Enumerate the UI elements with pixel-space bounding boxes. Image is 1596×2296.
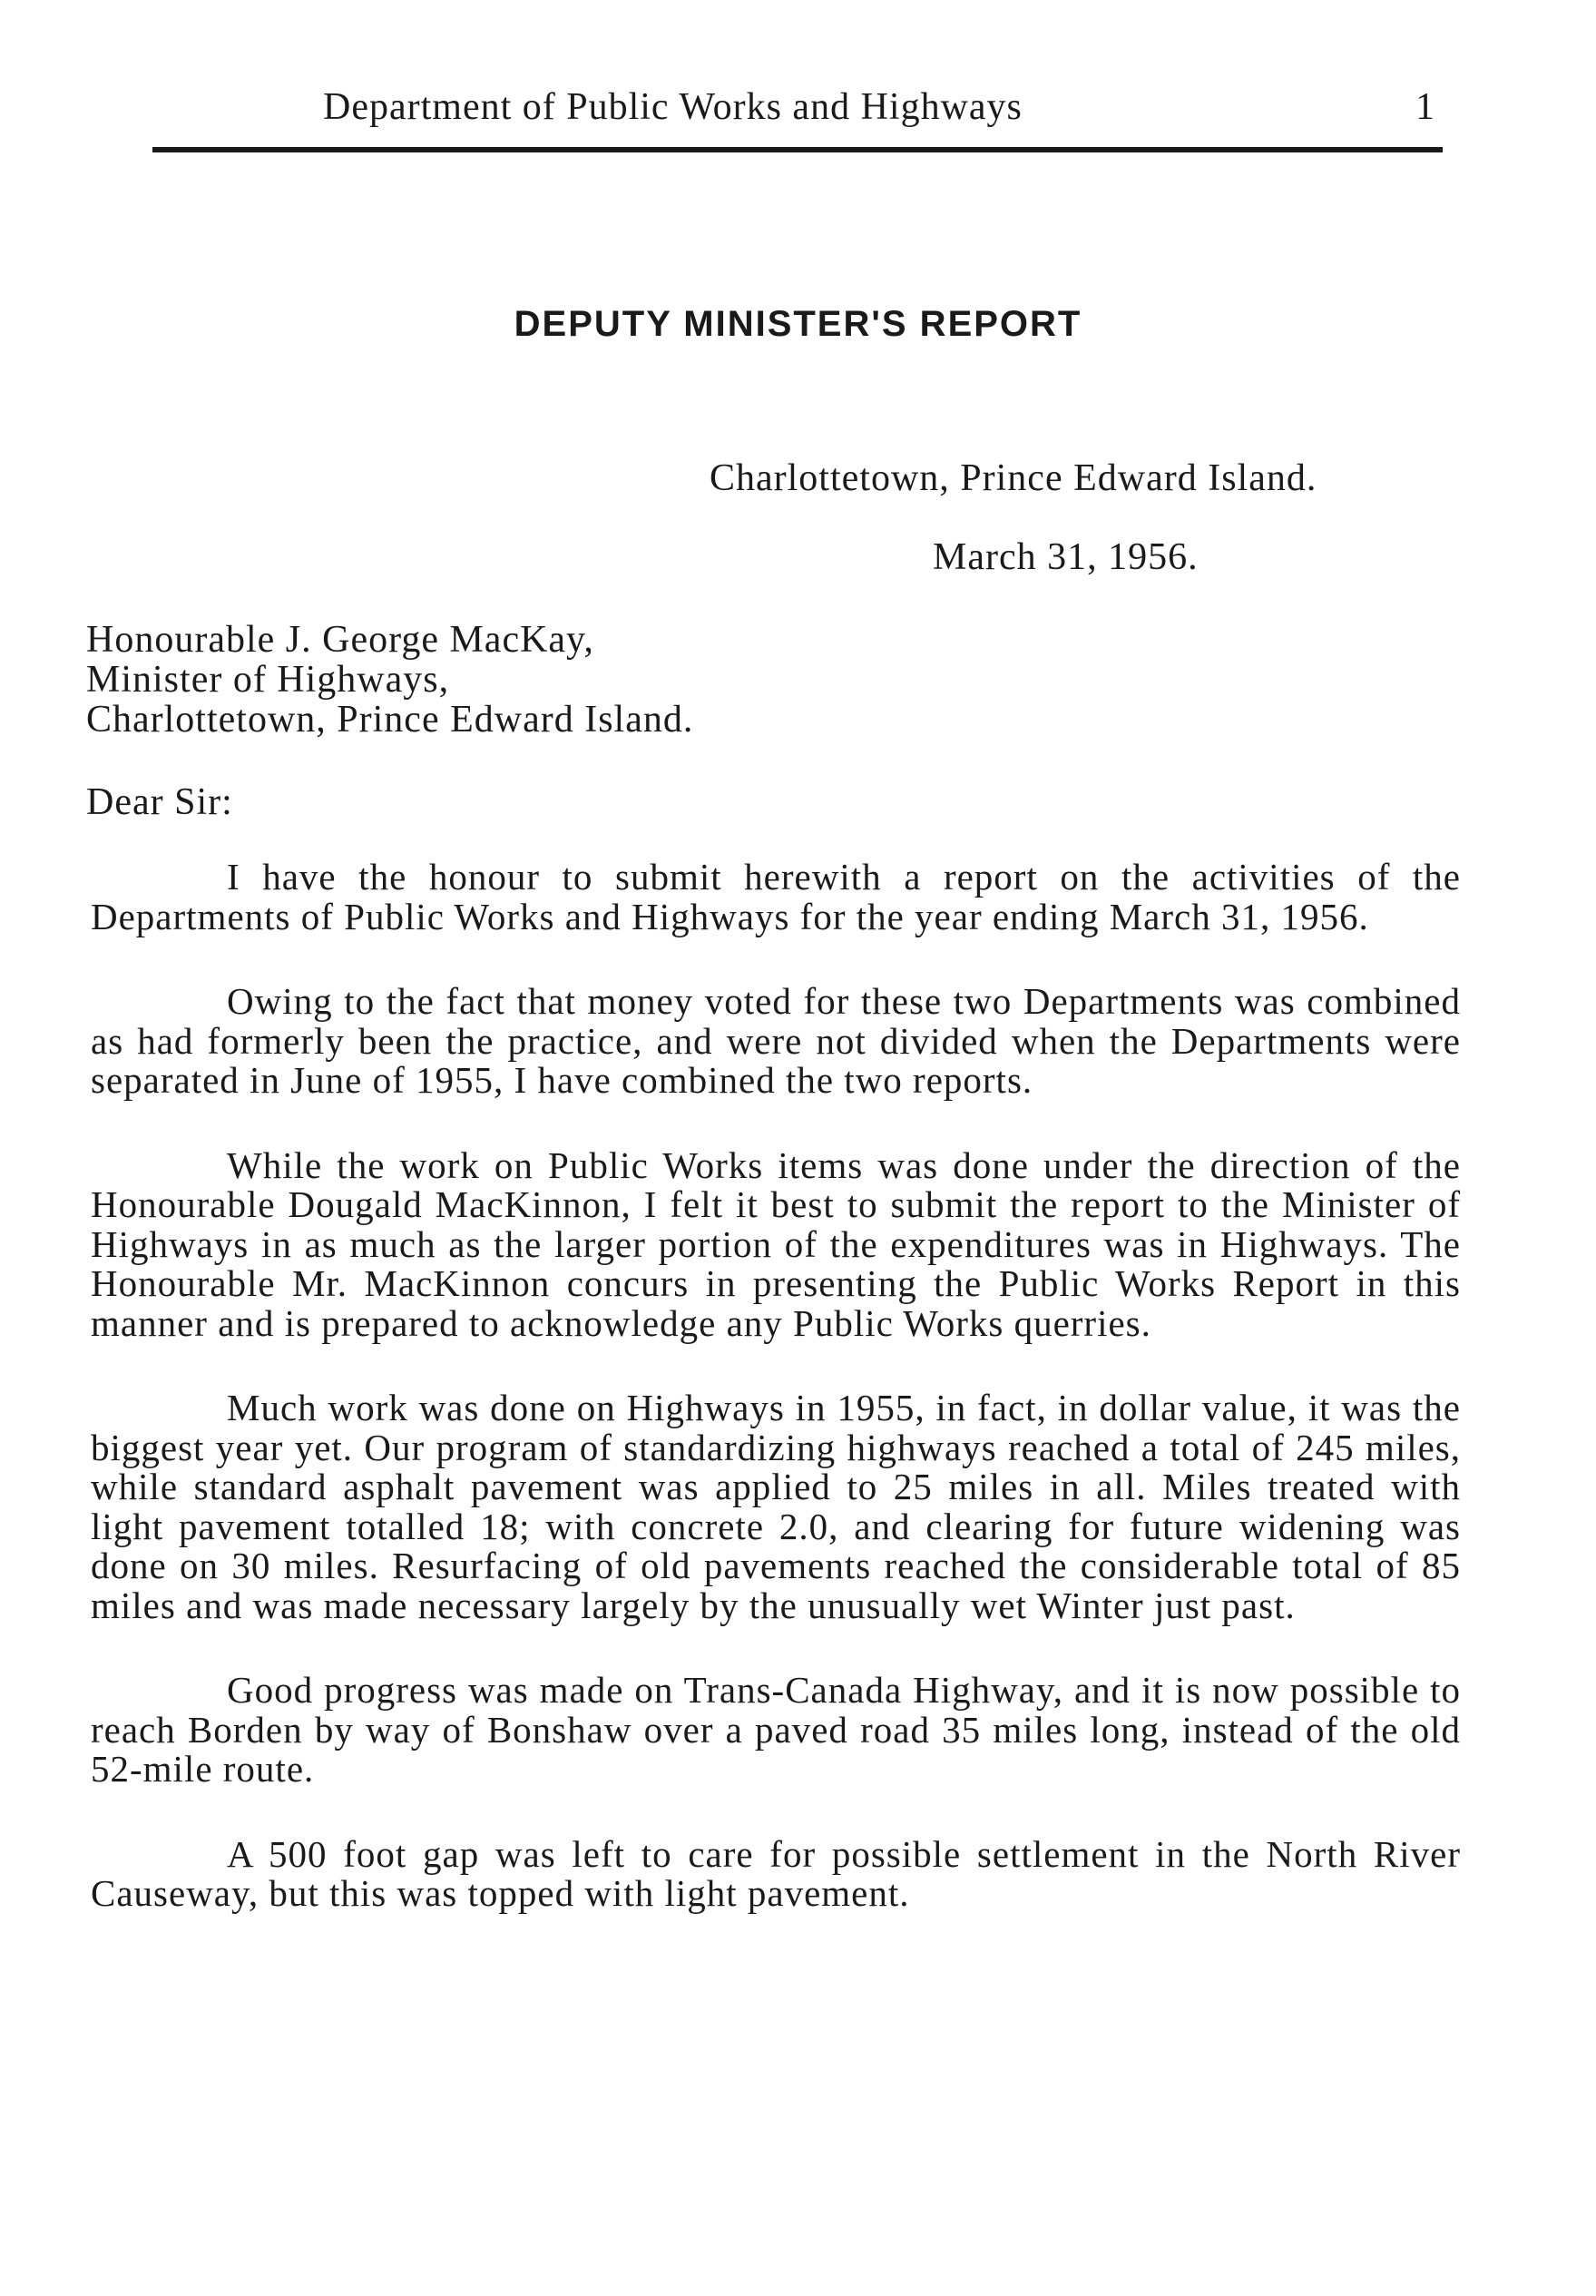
salutation: Dear Sir: <box>86 781 233 823</box>
recipient-name: Honourable J. George MacKay, <box>86 619 594 661</box>
body-paragraph: Good progress was made on Trans-Canada Highway, and it is now possible to reach Borden by way of Bonshaw over a paved road 35 miles long, instead of the old 52-mile route. <box>91 1669 1461 1790</box>
body-paragraph: Owing to the fact that money voted for these two Departments was combined as had formerly been the practice, and were not divided when the Departments were separated in June of 1955, I have combined the two reports. <box>91 980 1461 1101</box>
running-header <box>152 80 1443 134</box>
recipient-address <box>86 620 693 740</box>
dateline-place: Charlottetown, Prince Edward Island. <box>710 457 1317 499</box>
recipient-title: Minister of Highways, <box>86 659 450 701</box>
letter-body <box>91 858 1461 1959</box>
body-paragraph: A 500 foot gap was left to care for possible settlement in the North River Causeway, but this was topped with light pavement. <box>91 1832 1461 1914</box>
report-title: DEPUTY MINISTER'S REPORT <box>514 304 1082 344</box>
body-paragraph: While the work on Public Works items was done under the direction of the Honourable Dougald MacKinnon, I felt it best to submit the report to the Minister of Highways in as much as the larger portion of the expenditures was in Highways. The Honourable Mr. MacKinnon concurs in presenting the Public Works Report in this manner and is prepared to acknowledge any Public Works querries. <box>91 1143 1461 1344</box>
page-number: 1 <box>1415 86 1435 128</box>
recipient-location: Charlottetown, Prince Edward Island. <box>86 699 694 741</box>
dateline-date: March 31, 1956. <box>933 536 1199 578</box>
running-title: Department of Public Works and Highways <box>323 86 1023 128</box>
header-rule <box>152 147 1443 152</box>
body-paragraph: Much work was done on Highways in 1955, in fact, in dollar value, it was the biggest year yet. Our program of standardizing highways reached a total of 245 miles, while standard asphalt pavement was applied to 25 miles in all. Miles treated with light pavement totalled 18; with concrete 2.0, and clearing for future widening was done on 30 miles. Resurfacing of old pavements reached the considerable total of 85 miles and was made necessary largely by the unusually wet Winter just past. <box>91 1387 1461 1626</box>
body-paragraph: I have the honour to submit herewith a report on the activities of the Departments of Public Works and Highways for the year ending March 31, 1956. <box>91 856 1461 937</box>
